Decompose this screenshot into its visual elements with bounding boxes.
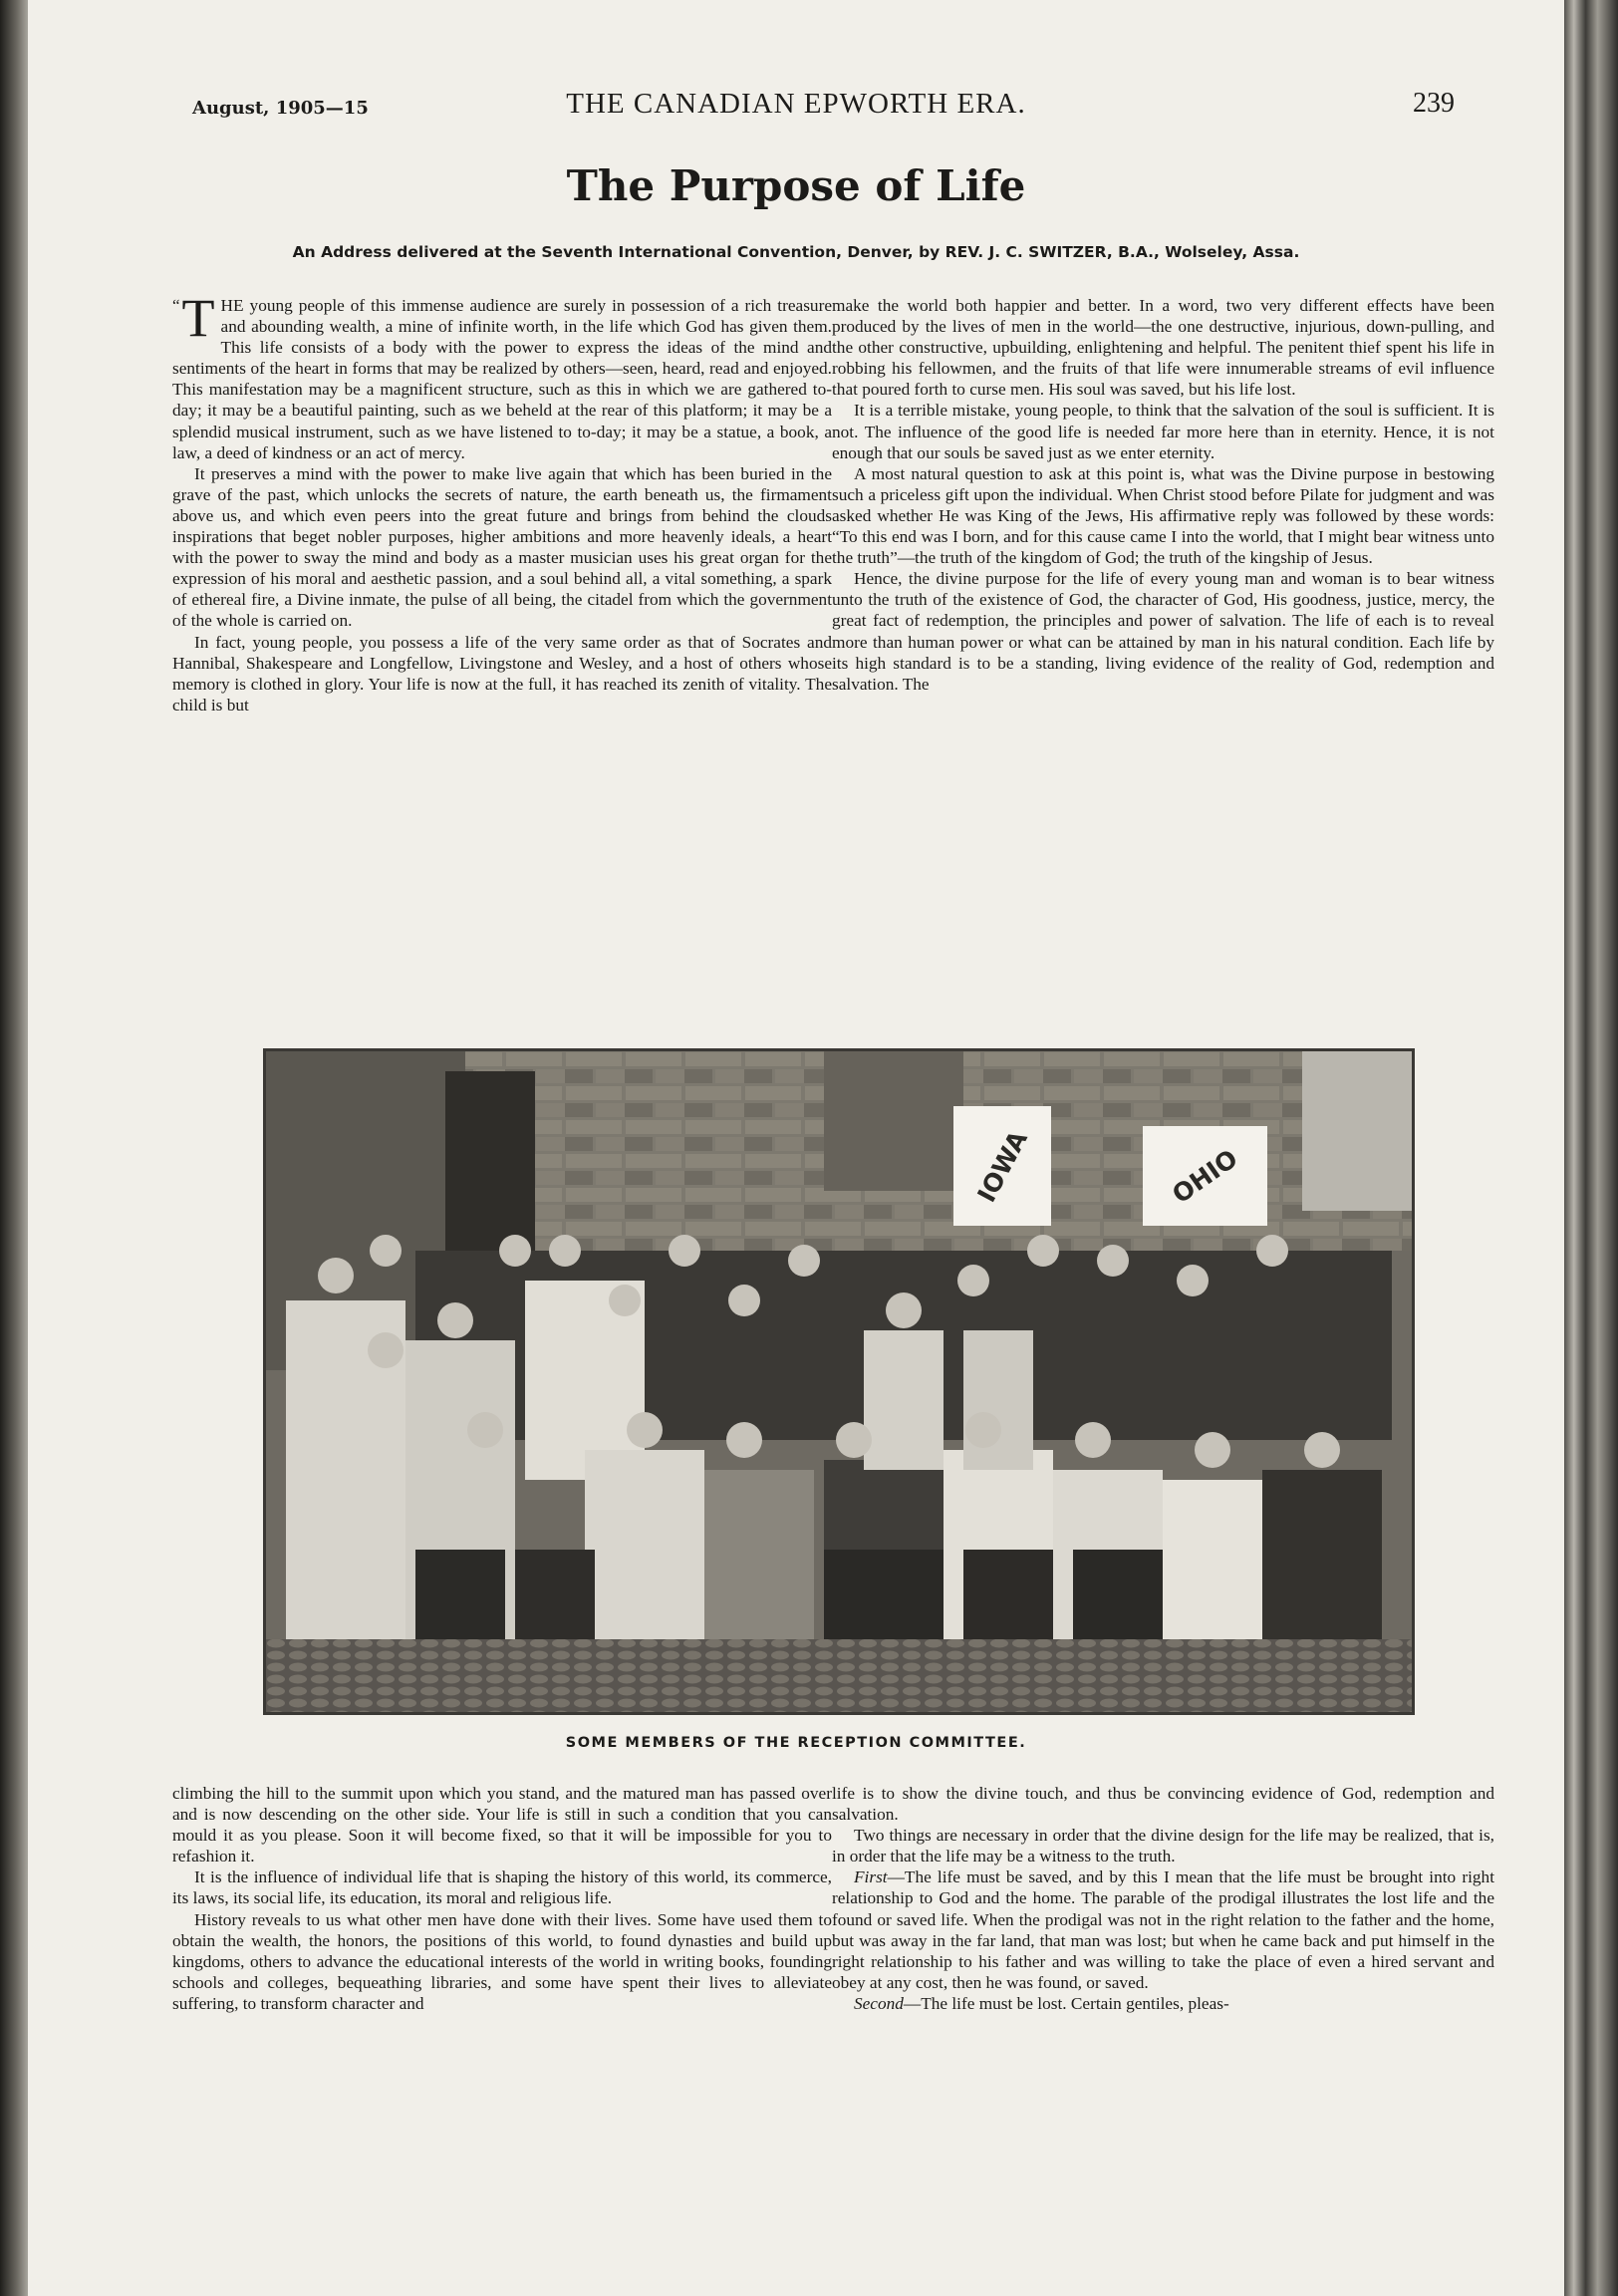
article-title: The Purpose of Life: [566, 161, 1026, 210]
paragraph-text: HE young people of this immense audience are surely in possession of a rich treasure and abounding wealth, a mine of infinite worth, in the life which God has given them. This life consists of a body with the power to express the ideas of the mind and sentiments of the heart in forms that may be realized by others—seen, heard, read and enjoyed. This manifestation may be a magnificent structure, such as this in which we are gathered to-day; it may be a beautiful painting, such as we beheld at the rear of this platform; it may be a splendid musical instrument, such as we have listened to to-day; it may be a statue, a book, a law, a deed of kindness or an act of mercy.: [172, 296, 832, 462]
paragraph: It preserves a mind with the power to make live again that which has been buried in the grave of the past, which unlocks the secrets of nature, the earth beneath us, the firmament above us, and which even peers into the great future and brings from behind the clouds inspirations that beget nobler purposes, higher ambitions and more heavenly ideals, a heart with the power to sway the mind and body as a master musician uses his great organ for the expression of his moral and aesthetic passion, and a soul behind all, a vital something, a spark of ethereal fire, a Divine inmate, the pulse of all being, the citadel from which the government of the whole is carried on.: [172, 463, 832, 631]
section-label: Second: [854, 1993, 904, 2013]
book-gutter: [0, 0, 28, 2296]
page-number: 239: [1413, 88, 1455, 119]
section-label: First: [854, 1867, 888, 1887]
paragraph: It is a terrible mistake, young people, to think that the salvation of the soul is sufficient. It is not. The influence of the good life is needed far more here than in eternity. Hence, it is not enough that our souls be saved just as we enter eternity.: [832, 401, 1494, 462]
opening-quote: “: [172, 296, 180, 315]
column-bottom-right: [832, 1783, 1494, 2014]
group-photograph: [263, 1048, 1415, 1715]
book-spine: [1564, 0, 1618, 2296]
paragraph: [832, 1866, 1494, 1993]
running-header-date: August, 1905—15: [192, 98, 369, 119]
paragraph: It is the influence of individual life that is shaping the history of this world, its commerce, its laws, its social life, its education, its moral and religious life.: [172, 1867, 832, 1908]
column-top-left: [172, 288, 832, 716]
sign-iowa-label: IOWA: [971, 1125, 1033, 1207]
paragraph: In fact, young people, you possess a life of the very same order as that of Socrates and Hannibal, Shakespeare and Longfellow, Livingstone and Wesley, and a host of others whose memory is clothed in glory. Your life is now at the full, it has reached its zenith of vitality. The child is but: [172, 632, 832, 715]
sign-iowa: [953, 1106, 1051, 1226]
paragraph: Two things are necessary in order that the divine design for the life may be realized, that is, in order that the life may be a witness to the truth.: [832, 1826, 1494, 1866]
article-byline: An Address delivered at the Seventh International Convention, Denver, by REV. J. C. SWITZER, B.A., Wolseley, Assa.: [292, 243, 1300, 261]
drop-cap: T: [181, 288, 215, 348]
paragraph: make the world both happier and better. In a word, two very different effects have been produced by the lives of men in the world—the one destructive, injurious, down-pulling, and the other constructive, upbuilding, enlightening and helpful. The penitent thief spent his life in robbing his fellowmen, and the fruits of that life were innumerable streams of evil influence that poured forth to curse men. His soul was saved, but his life lost.: [832, 296, 1494, 400]
paragraph: [832, 1993, 1494, 2014]
paragraph: Hence, the divine purpose for the life of every young man and woman is to bear witness unto the truth of the existence of God, the character of God, His goodness, justice, mercy, the great fact of redemption, the principles and power of salvation. The life of each is to reveal more than human power or what can be attained by man in his natural condition. Each life by its high standard is to be a standing, living evidence of the reality of God, redemption and salvation. The: [832, 569, 1494, 694]
running-header-title: THE CANADIAN EPWORTH ERA.: [566, 88, 1026, 120]
photo-caption: SOME MEMBERS OF THE RECEPTION COMMITTEE.: [565, 1735, 1027, 1751]
paragraph-text: —The life must be saved, and by this I mean that the life must be brought into right relationship to God and the home. The parable of the prodigal illustrates the lost life and the found or saved life. When the prodigal was not in the right relation to the father and the home, but was away in the far land, that man was lost; but when he came back and put himself in the right relationship to his father and was willing to take the place of even a hired servant and obey at any cost, then he was found, or saved.: [832, 1867, 1494, 1992]
paragraph: life is to show the divine touch, and thus be convincing evidence of God, redemption and salvation.: [832, 1784, 1494, 1825]
paragraph: History reveals to us what other men have done with their lives. Some have used them to obtain the wealth, the honors, the positions of this world, to found dynasties and build up kingdoms, others to advance the educational interests of the world in writing books, founding schools and colleges, bequeathing libraries, and some have spent their lives to alleviate suffering, to transform character and: [172, 1909, 832, 2013]
column-bottom-left: [172, 1783, 832, 2014]
paragraph: climbing the hill to the summit upon which you stand, and the matured man has passed over and is now descending on the other side. Your life is still in such a condition that you can mould it as you please. Soon it will become fixed, so that it will be impossible for you to refashion it.: [172, 1784, 832, 1866]
paragraph: [172, 288, 832, 463]
paragraph: A most natural question to ask at this point is, what was the Divine purpose in bestowing such a priceless gift upon the individual. When Christ stood before Pilate for judgment and was asked whether He was King of the Jews, His affirmative reply was followed by these words: “To this end was I born, and for this cause came I into the world, that I might bear witness unto the truth”—the truth of the kingdom of God; the truth of the kingship of Jesus.: [832, 463, 1494, 568]
paragraph-text: —The life must be lost. Certain gentiles, pleas-: [903, 1993, 1229, 2013]
sign-ohio-label: OHIO: [1167, 1143, 1243, 1209]
magazine-page: [28, 0, 1564, 2296]
column-top-right: [832, 295, 1494, 695]
sign-ohio: [1143, 1126, 1267, 1226]
